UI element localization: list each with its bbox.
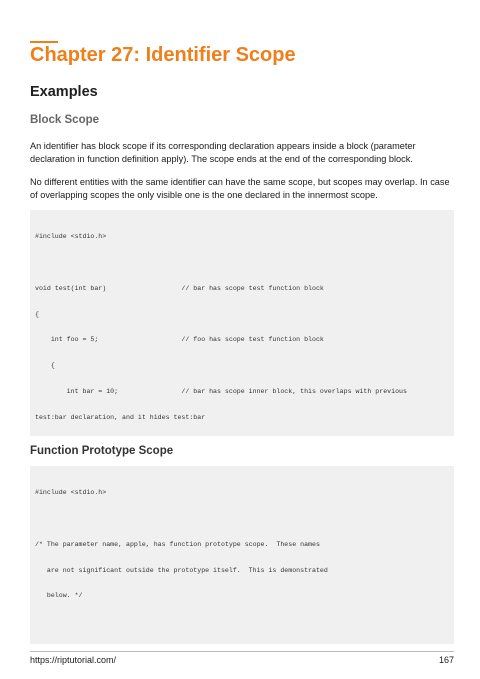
section-title: Examples	[30, 84, 98, 100]
block-scope-code-block	[30, 210, 454, 436]
title-accent-rule	[30, 41, 58, 43]
code-line	[35, 259, 449, 268]
chapter-title: Chapter 27: Identifier Scope	[30, 44, 296, 66]
code-line: /* The parameter name, apple, has function prototype scope. These names	[35, 540, 320, 548]
block-scope-heading: Block Scope	[30, 114, 100, 126]
block-scope-paragraph-2: No different entities with the same identifier can have the same scope, but scopes may overlap. In case of overlapping scopes the only visible one is the one declared in the innermost scope.	[30, 177, 450, 200]
code-line: {	[35, 310, 39, 318]
block-scope-paragraph-1: An identifier has block scope if its corresponding declaration appears inside a block (parameter declaration in function definition apply). The scope ends at the end of the corresponding block.	[30, 141, 416, 164]
code-line: test:bar declaration, and it hides test:bar	[35, 413, 206, 421]
code-line	[35, 515, 449, 524]
footer-url-link[interactable]: https://riptutorial.com/	[30, 655, 117, 665]
footer-divider	[30, 651, 454, 652]
code-line: below. */	[35, 592, 83, 600]
code-line: int bar = 10; // bar has scope inner block, this overlaps with previous	[35, 387, 407, 395]
function-prototype-code-block	[30, 466, 454, 644]
function-prototype-scope-heading: Function Prototype Scope	[30, 445, 174, 457]
code-line: are not significant outside the prototype itself. This is demonstrated	[35, 566, 328, 574]
code-line: void test(int bar) // bar has scope test function block	[35, 284, 324, 292]
code-line: #include <stdio.h>	[35, 233, 107, 241]
code-line: int foo = 5; // foo has scope test function block	[35, 336, 324, 344]
code-line	[35, 618, 449, 627]
code-line: {	[35, 362, 55, 370]
code-line: #include <stdio.h>	[35, 489, 107, 497]
page-number: 167	[438, 655, 454, 665]
